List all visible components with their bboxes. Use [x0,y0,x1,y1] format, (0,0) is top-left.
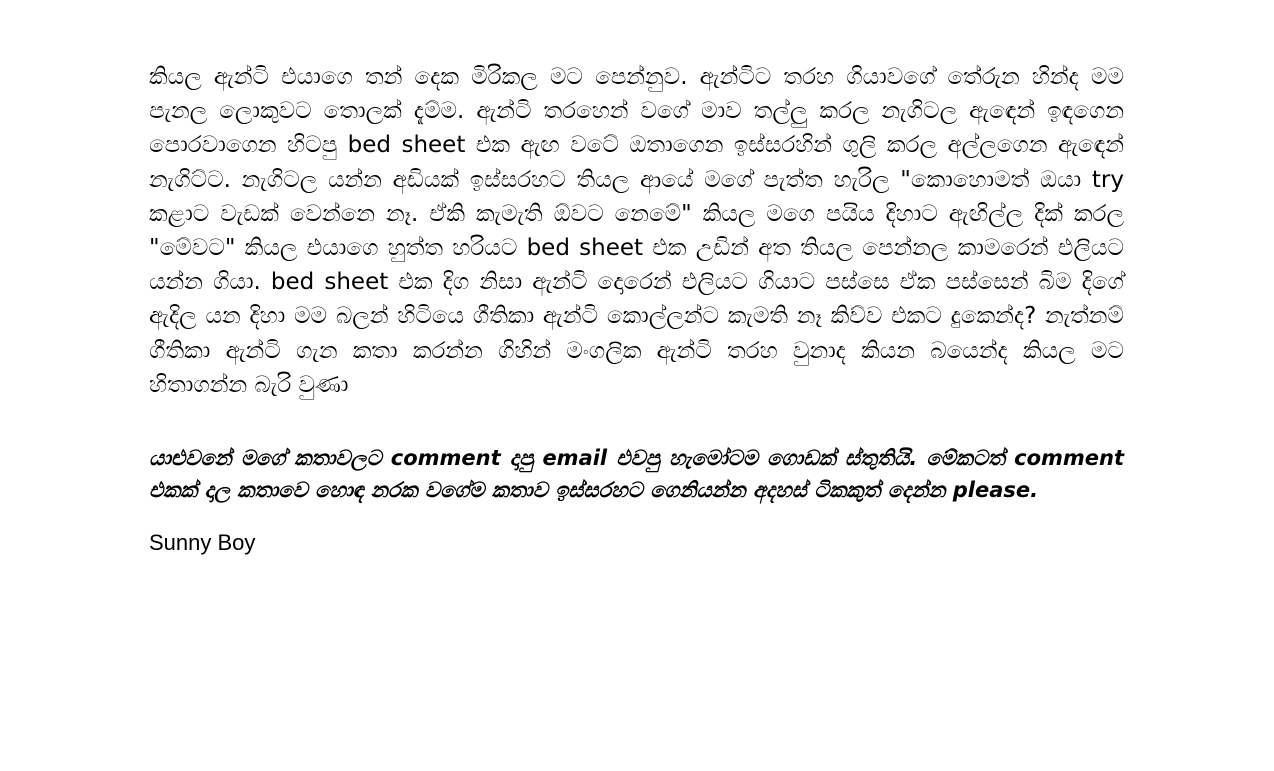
story-paragraph: කියල ඇන්ටි එයාගෙ තන් දෙක මිරිකල මට පෙන්නුව. ඇන්ටිට තරහ ගියාවගේ තේරුන හින්ද මම පැනල ලොකුවට තොලක් දැම්ම. ඇන්ටි තරහෙන් වගේ මාව තල්ලු කරල නැගිටල ඇඳෙන් ඉඳගෙන පොරවාගෙන හිටපු bed sheet එක ඇඟ වටේ ඔතාගෙන ඉස්සරහින් ගුලි කරල අල්ලගෙන ඇඳෙන් නැගිට්ට. නැගිටල යන්න අඩියක් ඉස්සරහට තියල ආයේ මගේ පැත්ත හැරිල "කොහොමත් ඔයා try කළාට වැඩක් වෙන්නෙ නෑ. ඒකි කැමැති ඕවට නෙමේ" කියල මගෙ පයිය දිහාට ඇඟිල්ල දික් කරල "මේවට" කියල එයාගෙ හුත්ත හරියට bed sheet එක උඩින් අත තියල පෙන්නල කාමරෙන් එලියට යන්න ගියා. bed sheet එක දිග නිසා ඇන්ටි දොරෙන් එලියට ගියාට පස්සෙ ඒක පස්සෙන් බිම දිගේ ඇදිල යන දිහා මම බලන් හිටියෙ ගීතිකා ඇන්ටි කොල්ලන්ට කැමති නෑ කිව්ව එකට දුකෙන්ද? නැත්නම් ගීතිකා ඇන්ටි ගැන කතා කරන්න ගිහින් මංගලික ඇන්ටි තරහ වුනාද කියන බයෙන්ද කියල මට හිතාගන්න බැරි වුණා [149,64,1124,398]
author-signature: Sunny Boy [149,530,256,556]
document-page [149,60,1124,558]
author-note: යාළුවනේ මගේ කතාවලට comment දාපු email එවපු හැමෝටම ගොඩක් ස්තුතියි. මේකටත් comment එකක් දාල කතාවෙ හොඳ නරක වගේම කතාව ඉස්සරහට ගෙනියන්න අදහස් ටිකකුත් දෙන්න please. [149,446,1124,503]
